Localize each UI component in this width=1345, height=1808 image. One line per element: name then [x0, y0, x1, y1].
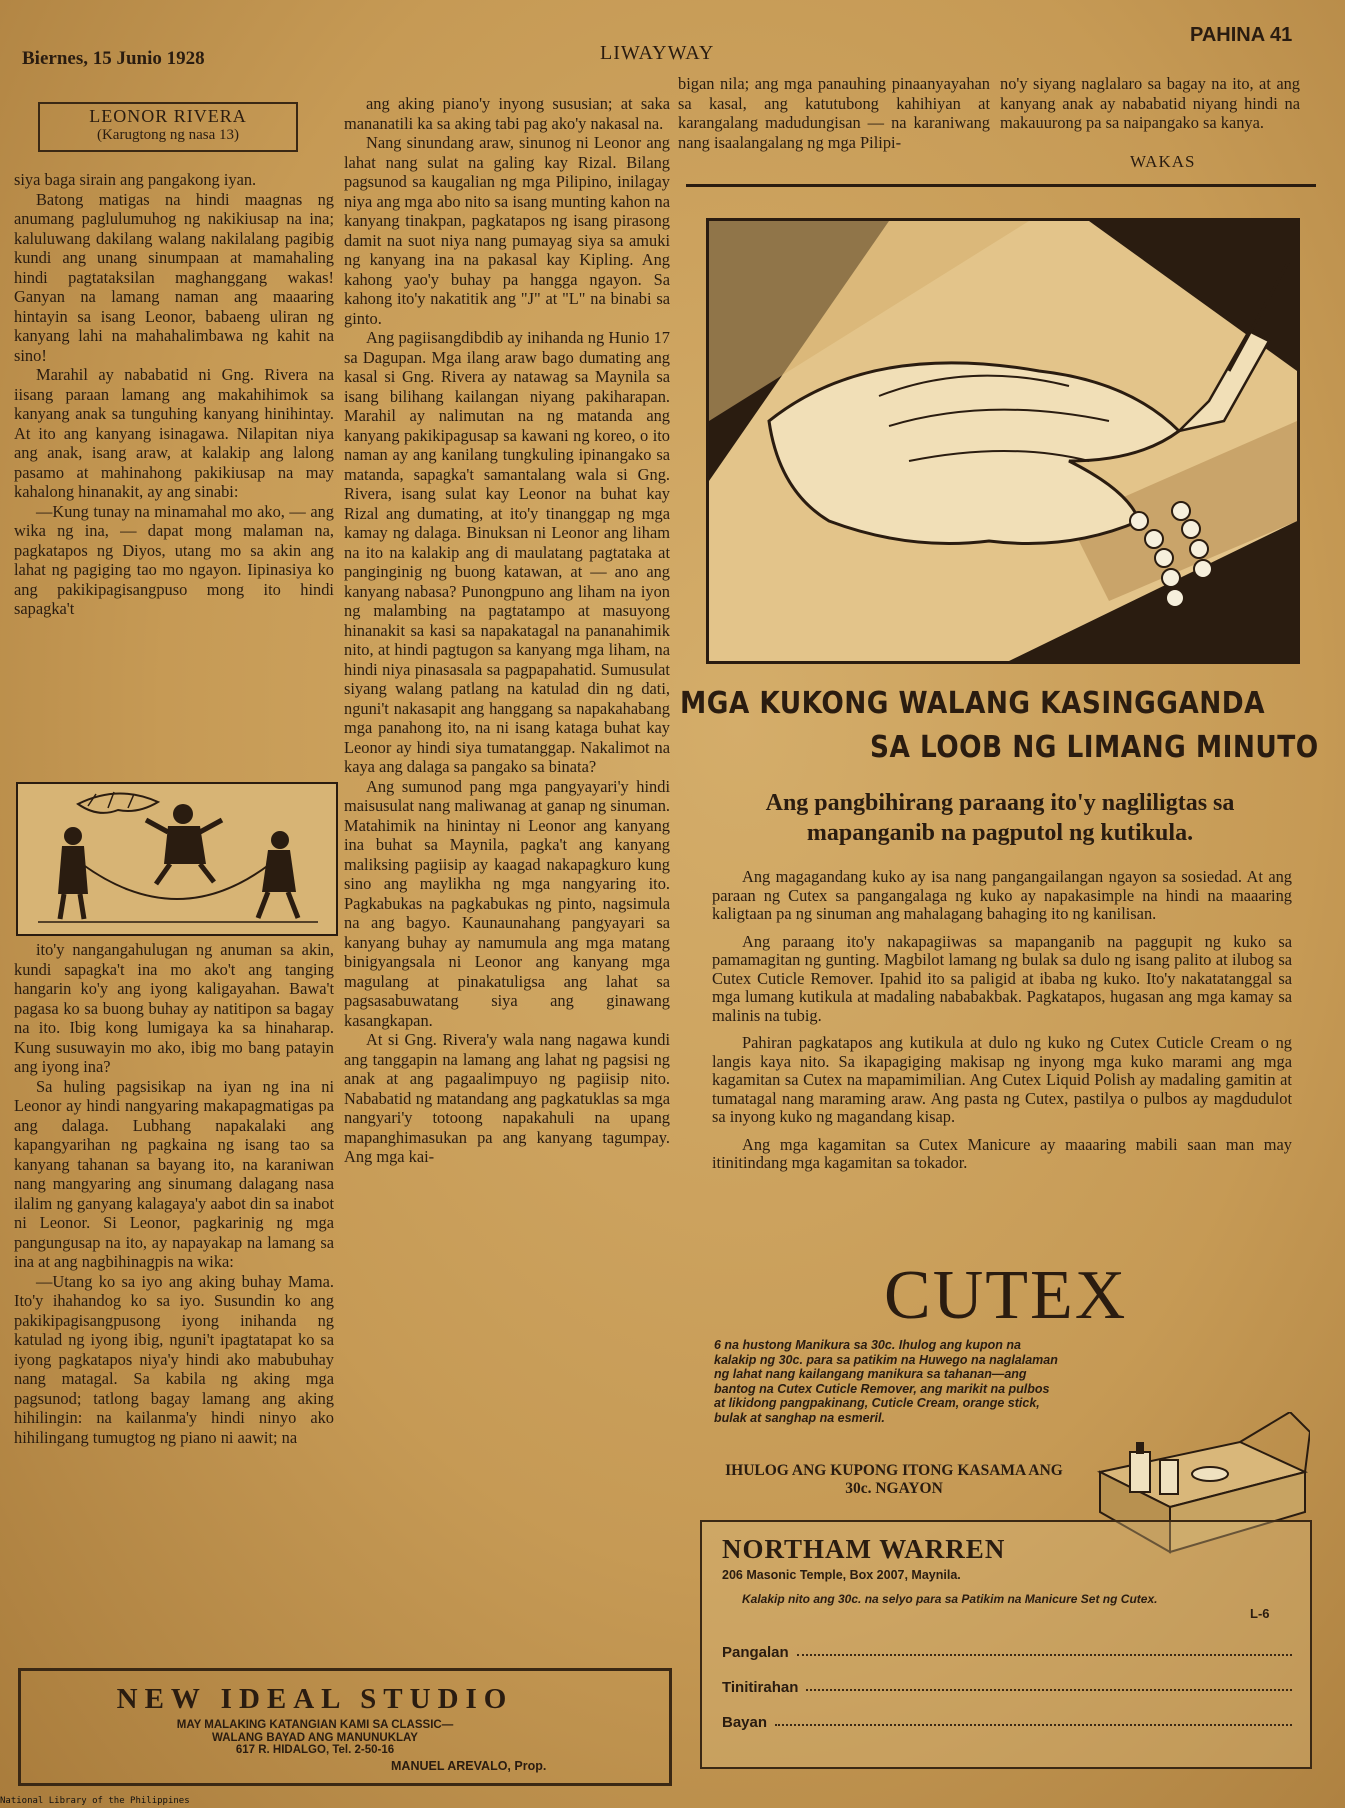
cutex-brand-logo: CUTEX: [884, 1257, 1128, 1334]
article-end-mark: WAKAS: [1130, 152, 1196, 171]
article-paragraph: —Kung tunay na minamahal mo ako, — ang wika ng ina, — dapat mong malaman na, pagkatapos ng Diyos, utang mo sa akin ang lahat ng pagiging tao mo ngayon. Iipinasiya ko ang pakikipagisangpuso mong ito hindi sapagka't: [14, 501, 334, 618]
coupon-town-label: Bayan: [722, 1714, 768, 1731]
article-paragraph: Marahil ay nababatid ni Gng. Rivera na iisang paraan lamang ang makahihimok sa kanyang anak sa tunguhing kanyang hinihintay. At ito ang kanyang isinagawa. Nilapitan niya ang anak, isang araw, at kalakip ang lalong pasamo at mahinahong pakikiusap na may kahalong hinanakit, ay ang sinabi:: [14, 365, 334, 501]
article-title-box: [38, 102, 298, 152]
coupon-name-label: Pangalan: [722, 1644, 789, 1661]
article-column-3: [678, 74, 990, 184]
ad-body-paragraph: Ang magagandang kuko ay isa nang pangangailangan ngayon sa sosiedad. At ang paraan ng Cutex sa pangangalaga ng kuko ay napakasimple na hindi na maaaring kaligtaan pa ng sinuman ang mahalagang bahaging ito ng kanilisan.: [712, 867, 1292, 923]
coupon-address-label: Tinitirahan: [722, 1679, 799, 1696]
article-paragraph: Ang pagiisangdibdib ay inihanda ng Hunio 17 sa Dagupan. Mga ilang araw bago dumating ang kasal si Gng. Rivera ay natawag sa Maynila sa isang bilihang kailangan niyang pakiharapan. Marahil ay nalimutan na ng matanda ang kanyang pakikipagusap sa kawani ng koreo, o ito naman ay ang kanilang tungkuling ipinangako sa matanda, sapagka't samantalang wala si Gng. Rivera, isang sulat kay Leonor na buhat kay Rizal ang dumating, at ito'y tinanggap ng mga kamay ng dalaga. Binuksan ni Leonor ang liham na ito na kalakip ang di maulatang pagtataka at panginginig ng buong katawan, at — ano ang kanyang nabasa? Punongpuno ang liham na iyon ng malambing na pagtatampo at masuyong hinanakit sa kasi sa napakatagal na pananahimik nito, at hindi pagtugon sa kanyang mga liham, na hindi niya pinasasala sa pagpapahatid. Sumusulat siyang walang patlang na katulad din ng dati, nguni't nakasapit ang hanggang sa napakahabang mga panahong ito, na ni isang kataga buhat kay Leonor ay hindi siya tumatanggap. Nakalimot na kaya ang dalaga sa pangako sa binata?: [344, 328, 670, 776]
article-continuation: (Karugtong ng nasa 13): [96, 127, 240, 143]
coupon-town-field[interactable]: [775, 1723, 1292, 1726]
coupon-code: L-6: [1250, 1606, 1270, 1621]
article-paragraph: Sa huling pagsisikap na iyan ng ina ni Leonor ay hindi nangyaring makapagmatigas pa ang dalaga. Lubhang napakalaki ang kapangyarihan ng pagkaina ng isang tao sa kanyang tahanan sa bayang ito, na karaniwan nang mangyaring ang sinumang dalagang nasa ilalim ng ganyang kalagaya'y aabot din sa inabot ni Leonor. Si Leonor, pagkarinig ng mga pangungusap na ito, ay napayakap na lamang sa ina at ang nagbihinagpis na wika:: [14, 1076, 334, 1271]
studio-name: NEW IDEAL STUDIO: [116, 1683, 514, 1715]
article-column-4: [1000, 74, 1300, 164]
article-column-2: [344, 94, 670, 1655]
article-paragraph: siya baga sirain ang pangakong iyan.: [14, 170, 257, 189]
article-col3-text: bigan nila; ang mga panauhing pinaanyayahan sa kasal, ang katutubong kahihiyan at karangalang madudungisan — na karaniwang nang isaalangalang ng mga Pilipi-: [678, 74, 990, 152]
ad-subhead: Ang pangbihirang paraang ito'y nagliligtas sa mapanganib na pagputol ng kutikula.: [765, 790, 1235, 846]
page-number: PAHINA 41: [1190, 24, 1293, 46]
article-paragraph: At si Gng. Rivera'y wala nang nagawa kundi ang tanggapin na lamang ang lahat ng pagsisi ng anak at ang pagaalimpuyo ng pagiisip nito. Nababatid ng matandang ang pagkatuklas sa mga nangyari'y totoong napakahuli na upang mapanghimasukan pa ang kanyang tagumpay. Ang mga kai-: [344, 1030, 670, 1166]
ad-body-paragraph: Ang mga kagamitan sa Cutex Manicure ay maaaring mabili saan man may itinitindang mga kagamitan sa tokador.: [712, 1134, 1292, 1172]
article-paragraph: Ang sumunod pang mga pangyayari'y hindi maisusulat nang maliwanag at ganap ng sinuman. Matahimik na hinintay ni Leonor ang kanyang ina buhat sa Maynila, pagka't ang kanyang maliksing pagiisip ay kaagad nakapagkuro kung sino ang maylikha ng mga nangyaring ito. Pagkabukas na pagkabukas ng pinto, nagsimula na ang bagyo. Kaunaunahang pangyayari sa kanyang buhay ay namumula ang mga matang binigyangsala ni Leonor ang kanyang mga magulang at pinakatuligsa ang lahat sa pagsasabuwatang siya ang ginawang kasangkapan.: [344, 776, 670, 1030]
coupon-address: 206 Masonic Temple, Box 2007, Maynila.: [722, 1568, 961, 1582]
jump-rope-illustration: [16, 782, 338, 936]
studio-line-2: WALANG BAYAD ANG MANUNUKLAY: [212, 1731, 418, 1744]
article-column-1-bottom: [14, 940, 334, 1655]
section-divider: [686, 184, 1316, 187]
coupon-town-row: [722, 1714, 1292, 1731]
article-paragraph: —Utang ko sa iyo ang aking buhay Mama. Ito'y ihahandog ko sa iyo. Susundin ko ang pakikipagisangpusong iyong inihanda ng katulad ng iyong ibig, nguni't ipagtatapat ko sa iyong pagkatapos niya'y hindi ako mabubuhay nang matagal. Sa kabila ng aking mga pagsunod; tatlong bagay lamang ang aking hihilingin: na kailanma'y hindi ninyo ako hihilingang tumugtog ng piano ni aawit; na: [14, 1271, 334, 1447]
hand-drawing: [709, 221, 1297, 661]
library-footer: National Library of the Philippines: [0, 1796, 190, 1806]
article-paragraph: Nang sinundang araw, sinunog ni Leonor ang lahat nang sulat na galing kay Rizal. Bilang pagsunod sa kaugalian ng mga Pilipino, inilagay niya ang mga abo nito sa isang munting kahon na kanyang tinakpan, pagkatapos ng isang pirasong damit na suot niya nang pumayag siya sa amuki ng kanyang ina na pakasal kay Kipling. Ang kahong yao'y buhay pa hangga ngayon. Sa kahong ito'y nakatitik ang "J" at "L" na binabi sa ginto.: [344, 133, 670, 328]
article-paragraph: ito'y nangangahulugan ng anuman sa akin, kundi sapagka't ina mo ako't ang tanging hangarin ko'y ang iyong kaligayahan. Bawa't pagasa ko sa buong buhay ay natitipon sa bagay na ito. Ibig kong lumigaya ka sa hinaharap. Kung susuwayin mo ako, ibig mo bang patayin ang iyong ina?: [14, 940, 334, 1076]
ad-body-paragraph: Pahiran pagkatapos ang kutikula at dulo ng kuko ng Cutex Cuticle Cream o ng langis kaya nito. Sa ikapagiging makisap ng inyong mga kuko marami ang mga kagamitan sa Cutex na mapamimilian. Ang Cutex Liquid Polish ay madaling gamitin at tumatagal nang maraming araw. Ang pasta ng Cutex, pastilya o pulbos ay magdudulot sa inyong kuko ng magandang kisap.: [712, 1033, 1292, 1126]
article-col4-text: no'y siyang naglalaro sa bagay na ito, at ang kanyang anak ay nababatid niyang hindi na makauurong pa sa naipangako sa kanya.: [1000, 74, 1300, 132]
ad-call-to-action: IHULOG ANG KUPONG ITONG KASAMA ANG 30c. NGAYON: [725, 1462, 1063, 1497]
article-title: LEONOR RIVERA: [89, 106, 247, 126]
coupon-name-field[interactable]: [797, 1653, 1292, 1656]
ad-headline-1: MGA KUKONG WALANG KASINGGANDA: [680, 686, 1266, 721]
magazine-name: LIWAYWAY: [600, 42, 715, 64]
coupon-name-row: [722, 1644, 1292, 1661]
ad-body-text: [712, 868, 1292, 1182]
ad-body-paragraph: Ang paraang ito'y nakapagiiwas sa mapanganib na paggupit ng kuko sa pamamagitan ng gunting. Magbilot lamang ng bulak sa dulo ng isang palito at ilubog sa Cutex Cuticle Remover. Ipahid ito sa paligid at ibaba ng kuko. Ito'y nakatatanggal sa mga lumang kutikula at madaling nababakbak. Pagkatapos, hugasan ang mga kamay sa malinis na tubig.: [712, 931, 1292, 1025]
issue-date: Biernes, 15 Junio 1928: [22, 48, 205, 69]
cutex-hand-illustration: [706, 218, 1300, 664]
studio-line-1: MAY MALAKING KATANGIAN KAMI SA CLASSIC—: [176, 1719, 454, 1731]
coupon-instructions: Kalakip nito ang 30c. na selyo para sa Patikim na Manicure Set ng Cutex.: [742, 1592, 1158, 1606]
studio-proprietor: MANUEL AREVALO, Prop.: [391, 1759, 547, 1773]
studio-line-3: 617 R. HIDALGO, Tel. 2-50-16: [235, 1744, 395, 1756]
ad-headline-2: SA LOOB NG LIMANG MINUTO: [870, 730, 1319, 765]
studio-ad: [18, 1668, 672, 1786]
coupon-address-row: [722, 1679, 1292, 1696]
coupon-form: [722, 1632, 1292, 1731]
studio-details: [21, 1719, 669, 1757]
jump-rope-drawing: [18, 784, 336, 934]
article-paragraph: ang aking piano'y inyong sususian; at saka mananatili ka sa aking tabi pag ako'y nakasal na.: [344, 94, 670, 133]
ad-offer-text: 6 na hustong Manikura sa 30c. Ihulog ang kupon na kalakip ng 30c. para sa patikim na Huwego na naglalaman ng lahat nang kailangang manikura sa tahanan—ang bantog na Cutex Cuticle Remover, ang marikit na pulbos at likidong pangpakinang, Cuticle Cream, orange stick, bulak at sanghap na esmeril.: [714, 1338, 1058, 1425]
coupon-address-field[interactable]: [806, 1688, 1292, 1691]
coupon-company: NORTHAM WARREN: [722, 1534, 1006, 1564]
article-column-1-top: [14, 170, 334, 775]
order-coupon: [700, 1520, 1312, 1769]
article-paragraph: Batong matigas na hindi maagnas ng anumang paglulumuhog ng nakikiusap na ina; kaluluwang dakilang walang nakilalang pagibig kundi ang unang sinumpaan at mamahaling hindi pagtataksilan maghanggang wakas! Ganyan na lamang naman ang maaaring hintayin sa isang Leonor, babaeng uliran ng kanyang lahi na mahahalimbawa ng kahit na sino!: [14, 189, 334, 365]
